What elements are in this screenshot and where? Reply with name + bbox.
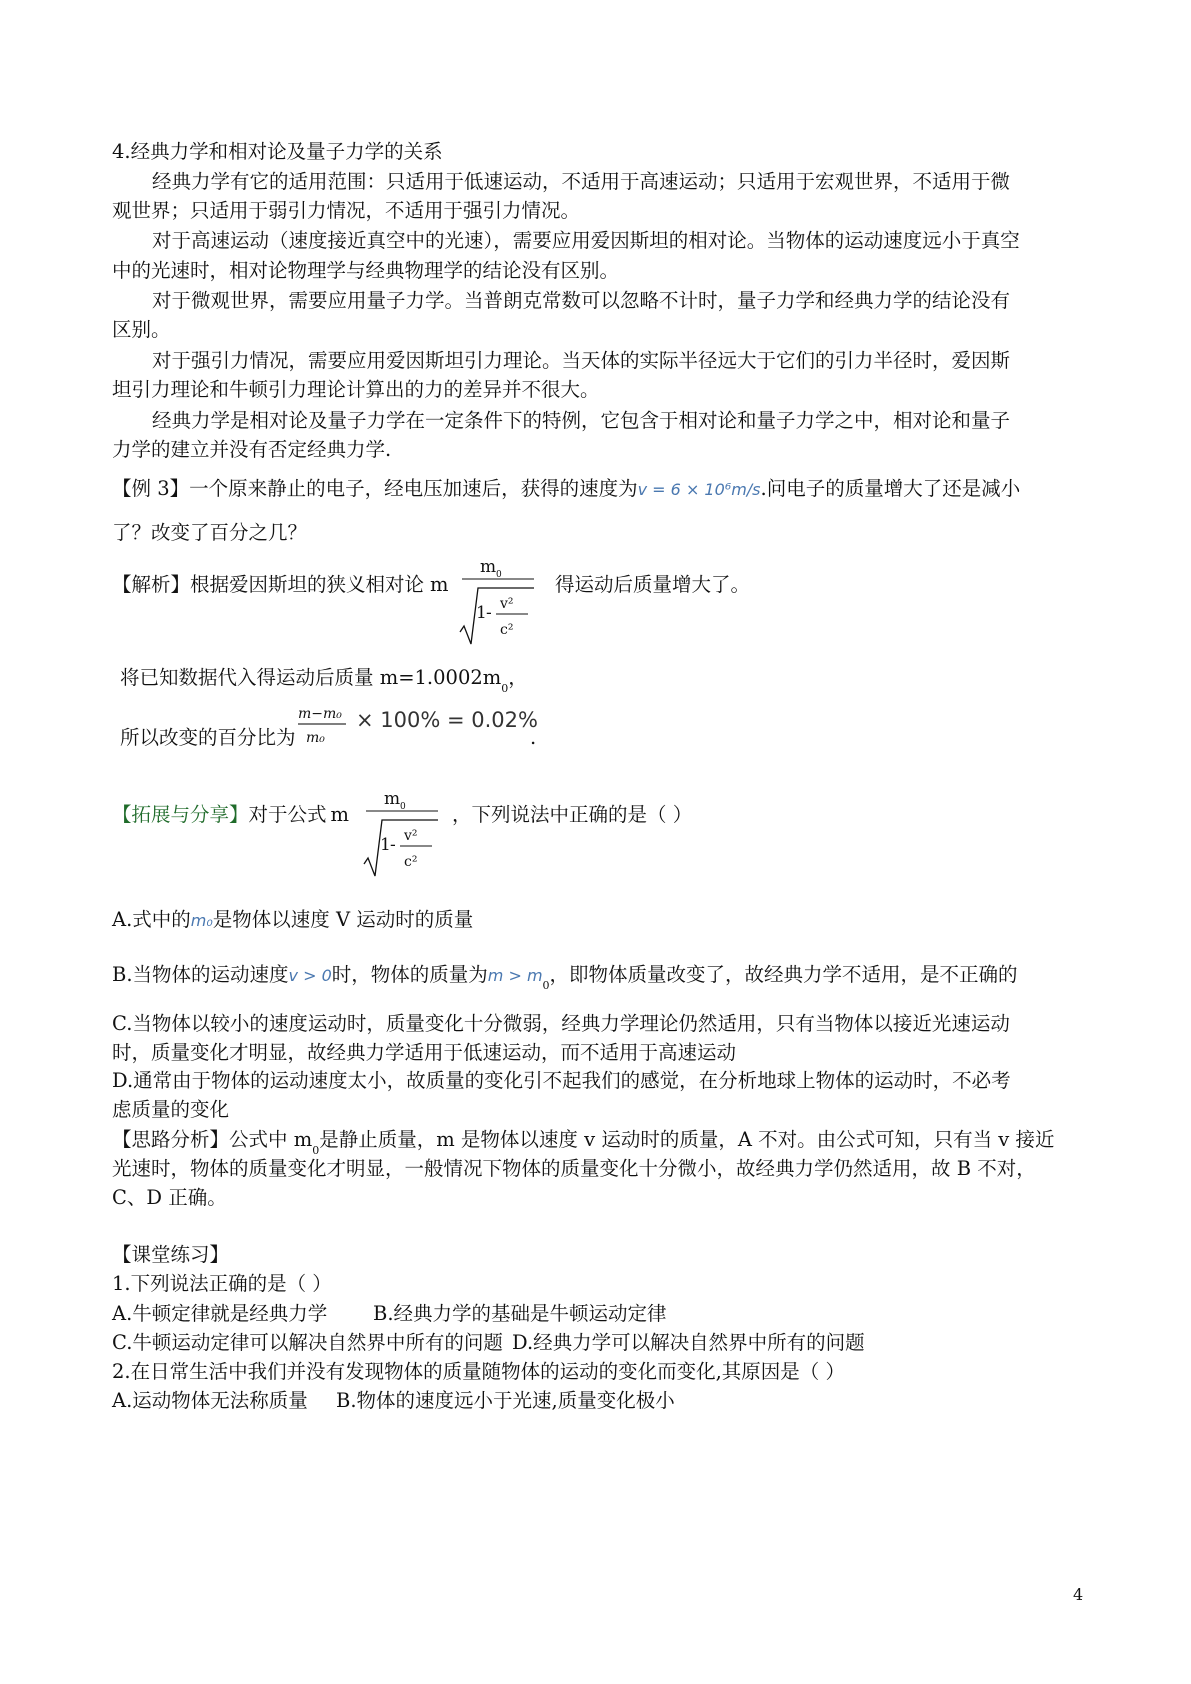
option-text: A.式中的 [112, 908, 191, 931]
option-d-line-1: D.通常由于物体的运动速度太小，故质量的变化引不起我们的感觉，在分析地球上物体的运动时，不必考 [112, 1069, 1011, 1092]
analysis-line-3: C、D 正确。 [112, 1186, 227, 1209]
extension-text-b: ，下列说法中正确的是（ ） [452, 803, 693, 826]
formula-subscript: 0 [400, 802, 406, 812]
example-text: .问电子的质量增大了还是减小 [760, 477, 1021, 500]
example-label: 【例 3】 [112, 477, 190, 500]
option-d-line-2: 虑质量的变化 [112, 1098, 230, 1121]
relativistic-mass-formula-2 [362, 784, 452, 880]
paragraph-line: 经典力学有它的适用范围：只适用于低速运动，不适用于高速运动；只适用于宏观世界，不适用于微 [152, 170, 1011, 193]
formula-one: 1 [476, 603, 487, 623]
paragraph-line: 对于微观世界，需要应用量子力学。当普朗克常数可以忽略不计时，量子力学和经典力学的结论没有 [152, 289, 1011, 312]
analysis-text: 是静止质量，m 是物体以速度 v 运动时的质量，A 不对。由公式可知，只有当 v 接近 [319, 1128, 1055, 1151]
formula-c2: c² [500, 622, 514, 638]
sqrt-sign [364, 820, 438, 876]
practice-q2-option-a: A.运动物体无法称质量 [112, 1389, 308, 1412]
extension-label: 【拓展与分享】 [112, 803, 249, 826]
svg-text:m₀: m₀ [306, 730, 325, 746]
formula-numerator: m [480, 557, 497, 577]
option-text: ，即物体质量改变了，故经典力学不适用，是不正确的 [549, 963, 1018, 986]
practice-question-1: 1.下列说法正确的是（ ） [112, 1272, 332, 1295]
option-c-line-2: 时，质量变化才明显，故经典力学适用于低速运动，而不适用于高速运动 [112, 1041, 737, 1064]
period: . [530, 726, 537, 749]
mass-condition: m > m [487, 966, 543, 985]
paragraph-line: 观世界；只适用于弱引力情况，不适用于强引力情况。 [112, 199, 581, 222]
paragraph-line: 中的光速时，相对论物理学与经典物理学的结论没有区别。 [112, 259, 620, 282]
formula-subscript: 0 [496, 570, 502, 580]
example-text: 一个原来静止的电子，经电压加速后，获得的速度为 [189, 477, 638, 500]
extension-text: 对于公式 [248, 803, 327, 826]
mass-symbol: m [430, 573, 449, 596]
solution-line-2 [120, 663, 528, 695]
example-3-line-2: 了？改变了百分之几？ [112, 521, 308, 544]
analysis-line-2: 光速时，物体的质量变化才明显，一般情况下物体的质量变化十分微小，故经典力学仍然适用，故 B 不对， [112, 1157, 1036, 1180]
percent-result: × 100% = 0.02% [356, 708, 538, 732]
page-number: 4 [1073, 1585, 1084, 1604]
solution-line [112, 570, 449, 599]
subscript: 0 [542, 979, 550, 992]
relativistic-mass-formula [458, 552, 548, 648]
example-3-line [112, 474, 1020, 504]
rest-mass-symbol: m₀ [190, 911, 213, 930]
solution-text: 将已知数据代入得运动后质量 m=1.0002m [120, 666, 502, 689]
option-text: 是物体以速度 V 运动时的质量 [212, 908, 474, 931]
mass-symbol: m [330, 803, 350, 826]
option-c-line-1: C.当物体以较小的速度运动时，质量变化十分微弱，经典力学理论仍然适用，只有当物体以接近光速运动 [112, 1012, 1010, 1035]
solution-text: 根据爱因斯坦的狭义相对论 [190, 573, 425, 596]
percent-fraction [296, 700, 356, 750]
practice-q1-option-b: B.经典力学的基础是牛顿运动定律 [373, 1302, 667, 1325]
practice-question-2: 2.在日常生活中我们并没有发现物体的质量随物体的运动的变化而变化,其原因是（ ） [112, 1360, 846, 1383]
paragraph-line: 对于强引力情况，需要应用爱因斯坦引力理论。当天体的实际半径远大于它们的引力半径时，爱因斯 [152, 349, 1011, 372]
option-text: 时，物体的质量为 [331, 963, 488, 986]
paragraph-line: 对于高速运动（速度接近真空中的光速），需要应用爱因斯坦的相对论。当物体的运动速度远小于真空 [152, 229, 1020, 252]
option-text: B.当物体的运动速度 [112, 963, 289, 986]
formula-numerator: m [384, 789, 401, 809]
formula-minus: - [390, 835, 396, 855]
practice-title: 【课堂练习】 [112, 1243, 230, 1266]
paragraph-line: 经典力学是相对论及量子力学在一定条件下的特例，它包含于相对论和量子力学之中，相对论和量子 [152, 409, 1011, 432]
solution-line-3: 所以改变的百分比为 [120, 726, 296, 749]
solution-text-b: 得运动后质量增大了。 [555, 573, 751, 596]
analysis-text: 公式中 m [229, 1128, 313, 1151]
section-heading: 4.经典力学和相对论及量子力学的关系 [112, 140, 443, 163]
practice-q1-option-c: C.牛顿运动定律可以解决自然界中所有的问题 [112, 1331, 503, 1354]
velocity-condition: v > 0 [288, 966, 332, 985]
solution-text: ， [508, 666, 528, 689]
practice-q1-option-a: A.牛顿定律就是经典力学 [112, 1302, 328, 1325]
practice-q1-option-d: D.经典力学可以解决自然界中所有的问题 [512, 1331, 865, 1354]
subscript: 0 [312, 1144, 320, 1157]
subscript: 0 [501, 682, 509, 695]
extension-line [112, 800, 349, 829]
paragraph-line: 坦引力理论和牛顿引力理论计算出的力的差异并不很大。 [112, 378, 600, 401]
velocity-formula: v = 6 × 10⁶m/s [637, 480, 761, 499]
paragraph-line: 力学的建立并没有否定经典力学. [112, 438, 392, 461]
solution-label: 【解析】 [112, 573, 191, 596]
option-a [112, 905, 473, 935]
formula-minus: - [486, 603, 492, 623]
formula-v2: v² [404, 828, 418, 844]
practice-q2-option-b: B.物体的速度远小于光速,质量变化极小 [336, 1389, 675, 1412]
analysis-line-1 [112, 1125, 1055, 1157]
svg-text:m−m₀: m−m₀ [298, 706, 342, 722]
sqrt-sign [460, 588, 534, 644]
formula-c2: c² [404, 854, 418, 870]
option-b [112, 960, 1018, 992]
formula-v2: v² [500, 596, 514, 612]
formula-one: 1 [380, 835, 391, 855]
analysis-label: 【思路分析】 [112, 1128, 230, 1151]
paragraph-line: 区别。 [112, 318, 171, 341]
